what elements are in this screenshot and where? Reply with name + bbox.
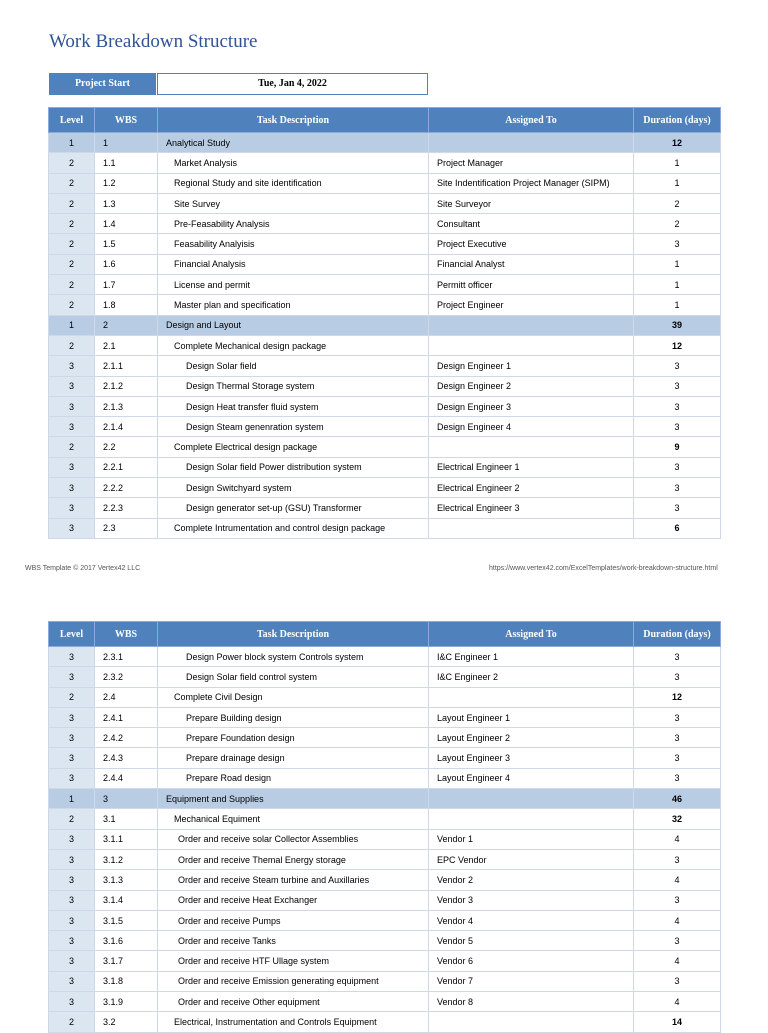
- cell-wbs: 1.5: [95, 234, 158, 254]
- table-row[interactable]: [49, 254, 721, 274]
- cell-level: 3: [49, 992, 95, 1012]
- cell-level: 3: [49, 518, 95, 538]
- table-row[interactable]: [49, 457, 721, 477]
- cell-wbs: 2.1.1: [95, 356, 158, 376]
- cell-level: 3: [49, 870, 95, 890]
- cell-wbs: 3.1.2: [95, 849, 158, 869]
- cell-duration: 12: [634, 133, 721, 153]
- cell-level: 2: [49, 214, 95, 234]
- cell-level: 3: [49, 931, 95, 951]
- cell-duration: 3: [634, 890, 721, 910]
- cell-wbs: 3.1.9: [95, 992, 158, 1012]
- cell-task: Design and Layout: [158, 315, 429, 335]
- cell-duration: 1: [634, 295, 721, 315]
- cell-duration: 1: [634, 275, 721, 295]
- cell-task: Complete Intrumentation and control design package: [158, 518, 429, 538]
- cell-assigned: Vendor 6: [429, 951, 634, 971]
- cell-duration: 32: [634, 809, 721, 829]
- table-row[interactable]: [49, 789, 721, 809]
- table-row[interactable]: [49, 498, 721, 518]
- cell-wbs: 2.3.1: [95, 647, 158, 667]
- project-start-label: Project Start: [49, 73, 156, 95]
- column-header-task: Task Description: [158, 622, 429, 647]
- cell-duration: 4: [634, 951, 721, 971]
- cell-level: 3: [49, 971, 95, 991]
- table-row[interactable]: [49, 707, 721, 727]
- cell-task: Regional Study and site identification: [158, 173, 429, 193]
- cell-task: Prepare Building design: [158, 707, 429, 727]
- cell-wbs: 2.2.1: [95, 457, 158, 477]
- cell-level: 2: [49, 193, 95, 213]
- cell-duration: 3: [634, 396, 721, 416]
- cell-assigned: Consultant: [429, 214, 634, 234]
- cell-duration: 3: [634, 707, 721, 727]
- cell-wbs: 2: [95, 315, 158, 335]
- cell-task: Complete Mechanical design package: [158, 335, 429, 355]
- cell-assigned: Design Engineer 4: [429, 417, 634, 437]
- cell-assigned: [429, 315, 634, 335]
- cell-level: 2: [49, 687, 95, 707]
- table-row[interactable]: [49, 870, 721, 890]
- project-start-value[interactable]: Tue, Jan 4, 2022: [157, 73, 428, 95]
- table-row[interactable]: [49, 667, 721, 687]
- table-row[interactable]: [49, 647, 721, 667]
- cell-assigned: Financial Analyst: [429, 254, 634, 274]
- table-row[interactable]: [49, 133, 721, 153]
- cell-task: Order and receive Tanks: [158, 931, 429, 951]
- cell-assigned: Layout Engineer 4: [429, 768, 634, 788]
- column-header-duration: Duration (days): [634, 622, 721, 647]
- cell-level: 3: [49, 667, 95, 687]
- cell-level: 3: [49, 356, 95, 376]
- cell-level: 2: [49, 295, 95, 315]
- cell-wbs: 1.3: [95, 193, 158, 213]
- cell-wbs: 2.2: [95, 437, 158, 457]
- cell-assigned: Vendor 3: [429, 890, 634, 910]
- cell-duration: 4: [634, 910, 721, 930]
- cell-level: 3: [49, 457, 95, 477]
- cell-assigned: Layout Engineer 2: [429, 728, 634, 748]
- cell-assigned: [429, 687, 634, 707]
- cell-wbs: 3.2: [95, 1012, 158, 1032]
- cell-assigned: Vendor 7: [429, 971, 634, 991]
- cell-level: 2: [49, 275, 95, 295]
- cell-level: 3: [49, 951, 95, 971]
- cell-task: Order and receive Themal Energy storage: [158, 849, 429, 869]
- table-header-row: [49, 622, 721, 647]
- cell-level: 1: [49, 789, 95, 809]
- cell-wbs: 2.2.2: [95, 478, 158, 498]
- table-row[interactable]: [49, 437, 721, 457]
- cell-level: 1: [49, 315, 95, 335]
- table-row[interactable]: [49, 275, 721, 295]
- cell-task: Mechanical Equiment: [158, 809, 429, 829]
- column-header-level: Level: [49, 108, 95, 133]
- cell-assigned: Project Manager: [429, 153, 634, 173]
- cell-task: Analytical Study: [158, 133, 429, 153]
- cell-duration: 3: [634, 498, 721, 518]
- cell-task: Market Analysis: [158, 153, 429, 173]
- cell-duration: 14: [634, 1012, 721, 1032]
- cell-wbs: 2.4.2: [95, 728, 158, 748]
- table-row[interactable]: [49, 1012, 721, 1032]
- cell-duration: 3: [634, 931, 721, 951]
- cell-duration: 1: [634, 254, 721, 274]
- column-header-wbs: WBS: [95, 622, 158, 647]
- cell-wbs: 3.1.6: [95, 931, 158, 951]
- cell-assigned: Design Engineer 1: [429, 356, 634, 376]
- column-header-assigned: Assigned To: [429, 108, 634, 133]
- cell-assigned: Design Engineer 2: [429, 376, 634, 396]
- cell-task: Design Thermal Storage system: [158, 376, 429, 396]
- cell-level: 3: [49, 748, 95, 768]
- cell-duration: 12: [634, 335, 721, 355]
- cell-duration: 4: [634, 992, 721, 1012]
- cell-task: Equipment and Supplies: [158, 789, 429, 809]
- cell-duration: 12: [634, 687, 721, 707]
- cell-assigned: Permitt officer: [429, 275, 634, 295]
- cell-assigned: Site Indentification Project Manager (SIPM): [429, 173, 634, 193]
- cell-level: 3: [49, 478, 95, 498]
- cell-level: 1: [49, 133, 95, 153]
- page-title: Work Breakdown Structure: [49, 31, 258, 52]
- cell-duration: 3: [634, 849, 721, 869]
- table-row[interactable]: [49, 335, 721, 355]
- table-row[interactable]: [49, 890, 721, 910]
- cell-level: 2: [49, 153, 95, 173]
- cell-wbs: 3.1.8: [95, 971, 158, 991]
- cell-task: Financial Analysis: [158, 254, 429, 274]
- cell-wbs: 3: [95, 789, 158, 809]
- cell-duration: 1: [634, 173, 721, 193]
- cell-wbs: 3.1.4: [95, 890, 158, 910]
- cell-level: 3: [49, 647, 95, 667]
- cell-task: Complete Electrical design package: [158, 437, 429, 457]
- cell-wbs: 1: [95, 133, 158, 153]
- cell-level: 3: [49, 396, 95, 416]
- cell-task: Feasability Analyisis: [158, 234, 429, 254]
- cell-assigned: Vendor 1: [429, 829, 634, 849]
- table-row[interactable]: [49, 417, 721, 437]
- cell-assigned: [429, 133, 634, 153]
- cell-assigned: Design Engineer 3: [429, 396, 634, 416]
- table-row[interactable]: [49, 193, 721, 213]
- cell-assigned: [429, 518, 634, 538]
- cell-level: 3: [49, 890, 95, 910]
- cell-wbs: 2.4.3: [95, 748, 158, 768]
- table-row[interactable]: [49, 214, 721, 234]
- cell-wbs: 1.8: [95, 295, 158, 315]
- cell-task: Design Solar field: [158, 356, 429, 376]
- cell-level: 3: [49, 849, 95, 869]
- cell-duration: 3: [634, 667, 721, 687]
- cell-level: 2: [49, 254, 95, 274]
- cell-assigned: [429, 437, 634, 457]
- footer-url[interactable]: https://www.vertex42.com/ExcelTemplates/work-breakdown-structure.html: [489, 565, 718, 572]
- cell-duration: 3: [634, 234, 721, 254]
- cell-duration: 3: [634, 417, 721, 437]
- cell-task: Design Switchyard system: [158, 478, 429, 498]
- column-header-task: Task Description: [158, 108, 429, 133]
- cell-level: 2: [49, 1012, 95, 1032]
- table-row[interactable]: [49, 931, 721, 951]
- cell-wbs: 1.1: [95, 153, 158, 173]
- wbs-table-page-2: [48, 621, 721, 1033]
- cell-task: Prepare Foundation design: [158, 728, 429, 748]
- cell-task: Complete Civil Design: [158, 687, 429, 707]
- cell-task: Prepare drainage design: [158, 748, 429, 768]
- table-row[interactable]: [49, 234, 721, 254]
- cell-assigned: [429, 335, 634, 355]
- table-row[interactable]: [49, 829, 721, 849]
- cell-duration: 46: [634, 789, 721, 809]
- table-row[interactable]: [49, 356, 721, 376]
- cell-duration: 3: [634, 971, 721, 991]
- cell-level: 2: [49, 437, 95, 457]
- cell-task: Order and receive Pumps: [158, 910, 429, 930]
- cell-task: License and permit: [158, 275, 429, 295]
- cell-duration: 4: [634, 829, 721, 849]
- cell-assigned: Electrical Engineer 1: [429, 457, 634, 477]
- column-header-level: Level: [49, 622, 95, 647]
- cell-level: 3: [49, 728, 95, 748]
- cell-wbs: 2.3.2: [95, 667, 158, 687]
- cell-level: 3: [49, 498, 95, 518]
- cell-assigned: Layout Engineer 3: [429, 748, 634, 768]
- cell-duration: 3: [634, 748, 721, 768]
- cell-wbs: 3.1.1: [95, 829, 158, 849]
- cell-wbs: 3.1.7: [95, 951, 158, 971]
- cell-wbs: 2.1.3: [95, 396, 158, 416]
- cell-task: Order and receive Emission generating equipment: [158, 971, 429, 991]
- cell-task: Prepare Road design: [158, 768, 429, 788]
- table-row[interactable]: [49, 518, 721, 538]
- cell-task: Order and receive solar Collector Assemblies: [158, 829, 429, 849]
- cell-level: 3: [49, 768, 95, 788]
- cell-wbs: 2.1: [95, 335, 158, 355]
- cell-level: 2: [49, 335, 95, 355]
- cell-level: 2: [49, 173, 95, 193]
- cell-assigned: Electrical Engineer 3: [429, 498, 634, 518]
- cell-assigned: Project Executive: [429, 234, 634, 254]
- cell-duration: 3: [634, 376, 721, 396]
- table-row[interactable]: [49, 376, 721, 396]
- cell-assigned: Vendor 5: [429, 931, 634, 951]
- table-header-row: [49, 108, 721, 133]
- cell-task: Electrical, Instrumentation and Controls Equipment: [158, 1012, 429, 1032]
- cell-level: 3: [49, 417, 95, 437]
- table-row[interactable]: [49, 687, 721, 707]
- cell-assigned: Vendor 4: [429, 910, 634, 930]
- cell-wbs: 2.3: [95, 518, 158, 538]
- cell-task: Order and receive HTF Ullage system: [158, 951, 429, 971]
- cell-assigned: Vendor 2: [429, 870, 634, 890]
- cell-duration: 3: [634, 647, 721, 667]
- cell-task: Design Power block system Controls system: [158, 647, 429, 667]
- cell-duration: 3: [634, 457, 721, 477]
- cell-level: 3: [49, 829, 95, 849]
- cell-task: Design Solar field Power distribution system: [158, 457, 429, 477]
- table-row[interactable]: [49, 951, 721, 971]
- cell-level: 2: [49, 234, 95, 254]
- cell-task: Order and receive Heat Exchanger: [158, 890, 429, 910]
- cell-task: Site Survey: [158, 193, 429, 213]
- table-row[interactable]: [49, 153, 721, 173]
- cell-wbs: 1.7: [95, 275, 158, 295]
- table-row[interactable]: [49, 910, 721, 930]
- cell-level: 3: [49, 707, 95, 727]
- cell-assigned: I&C Engineer 2: [429, 667, 634, 687]
- cell-task: Design Solar field control system: [158, 667, 429, 687]
- cell-wbs: 2.4: [95, 687, 158, 707]
- table-row[interactable]: [49, 992, 721, 1012]
- cell-duration: 2: [634, 193, 721, 213]
- cell-assigned: Project Engineer: [429, 295, 634, 315]
- cell-assigned: I&C Engineer 1: [429, 647, 634, 667]
- cell-task: Order and receive Other equipment: [158, 992, 429, 1012]
- cell-wbs: 2.1.2: [95, 376, 158, 396]
- cell-assigned: Vendor 8: [429, 992, 634, 1012]
- table-row[interactable]: [49, 971, 721, 991]
- table-row[interactable]: [49, 478, 721, 498]
- cell-task: Order and receive Steam turbine and Auxillaries: [158, 870, 429, 890]
- cell-wbs: 2.4.1: [95, 707, 158, 727]
- cell-duration: 9: [634, 437, 721, 457]
- cell-wbs: 2.2.3: [95, 498, 158, 518]
- table-row[interactable]: [49, 315, 721, 335]
- cell-duration: 3: [634, 728, 721, 748]
- cell-level: 3: [49, 376, 95, 396]
- cell-wbs: 1.2: [95, 173, 158, 193]
- wbs-table-page-1: [48, 107, 721, 539]
- cell-duration: 3: [634, 356, 721, 376]
- cell-duration: 1: [634, 153, 721, 173]
- table-row[interactable]: [49, 809, 721, 829]
- cell-wbs: 1.6: [95, 254, 158, 274]
- cell-level: 3: [49, 910, 95, 930]
- cell-duration: 6: [634, 518, 721, 538]
- cell-level: 2: [49, 809, 95, 829]
- cell-task: Design Heat transfer fluid system: [158, 396, 429, 416]
- table-row[interactable]: [49, 849, 721, 869]
- cell-assigned: [429, 809, 634, 829]
- table-row[interactable]: [49, 173, 721, 193]
- cell-duration: 4: [634, 870, 721, 890]
- table-row[interactable]: [49, 748, 721, 768]
- cell-task: Master plan and specification: [158, 295, 429, 315]
- cell-assigned: [429, 789, 634, 809]
- cell-assigned: Site Surveyor: [429, 193, 634, 213]
- cell-duration: 3: [634, 478, 721, 498]
- cell-wbs: 3.1.5: [95, 910, 158, 930]
- column-header-wbs: WBS: [95, 108, 158, 133]
- table-row[interactable]: [49, 768, 721, 788]
- cell-assigned: Electrical Engineer 2: [429, 478, 634, 498]
- cell-assigned: Layout Engineer 1: [429, 707, 634, 727]
- cell-task: Design Steam genenration system: [158, 417, 429, 437]
- footer-copyright: WBS Template © 2017 Vertex42 LLC: [25, 565, 141, 572]
- cell-assigned: EPC Vendor: [429, 849, 634, 869]
- cell-task: Pre-Feasability Analysis: [158, 214, 429, 234]
- column-header-assigned: Assigned To: [429, 622, 634, 647]
- cell-duration: 39: [634, 315, 721, 335]
- cell-wbs: 2.4.4: [95, 768, 158, 788]
- cell-task: Design generator set-up (GSU) Transformer: [158, 498, 429, 518]
- cell-wbs: 2.1.4: [95, 417, 158, 437]
- column-header-duration: Duration (days): [634, 108, 721, 133]
- table-row[interactable]: [49, 728, 721, 748]
- table-row[interactable]: [49, 295, 721, 315]
- table-row[interactable]: [49, 396, 721, 416]
- cell-wbs: 1.4: [95, 214, 158, 234]
- cell-wbs: 3.1.3: [95, 870, 158, 890]
- cell-wbs: 3.1: [95, 809, 158, 829]
- cell-duration: 2: [634, 214, 721, 234]
- cell-duration: 3: [634, 768, 721, 788]
- cell-assigned: [429, 1012, 634, 1032]
